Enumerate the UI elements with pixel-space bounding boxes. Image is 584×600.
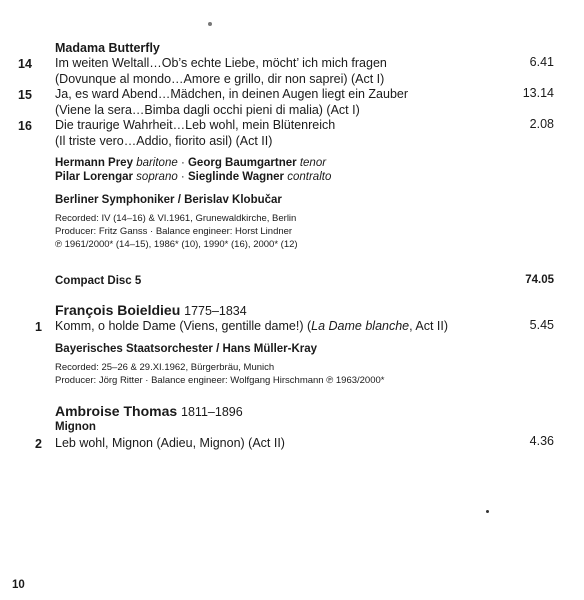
track-number: 14: [18, 57, 32, 71]
print-speck: [486, 510, 489, 513]
recording-credit: ℗ 1961/2000* (14–15), 1986* (10), 1990* (16), 2000* (12): [55, 239, 298, 250]
track-title: Im weiten Weltall…Ob’s echte Liebe, möcht’ ich mich fragen: [55, 56, 387, 70]
singer-name: Hermann Prey: [55, 157, 133, 169]
composer-dates: 1775–1834: [184, 304, 247, 318]
track-title-text: Komm, o holde Dame (Viens, gentille dame!) (: [55, 319, 312, 333]
track-duration: 5.45: [529, 318, 554, 332]
track-number: 16: [18, 119, 32, 133]
composer-dates: 1811–1896: [181, 405, 243, 419]
composer-heading: [55, 302, 247, 318]
disc-label: Compact Disc 5: [55, 275, 142, 287]
composer-name: Ambroise Thomas: [55, 403, 178, 419]
track-title: [55, 319, 448, 333]
track-number: 15: [18, 88, 32, 102]
track-duration: 2.08: [529, 117, 554, 131]
singer-name: Sieglinde Wagner: [187, 171, 285, 183]
voice-type: soprano: [136, 171, 178, 183]
singer-name: Pilar Lorengar: [55, 171, 133, 183]
composer-name: François Boieldieu: [55, 302, 181, 318]
disc-total-duration: 74.05: [525, 274, 554, 286]
separator: ·: [177, 171, 188, 183]
track-title: Leb wohl, Mignon (Adieu, Mignon) (Act II): [55, 436, 285, 450]
orchestra-conductor: Bayerisches Staatsorchester / Hans Müller-Kray: [55, 343, 318, 355]
orchestra-conductor: Berliner Symphoniker / Berislav Klobučar: [55, 194, 282, 206]
track-number: 1: [35, 320, 42, 334]
page-number: 10: [12, 579, 25, 591]
track-title-tail: , Act II): [409, 319, 449, 333]
recording-credit: Recorded: 25–26 & 29.XI.1962, Bürgerbräu, Munich: [55, 362, 275, 373]
voice-type: contralto: [287, 171, 332, 183]
track-title: Ja, es ward Abend…Mädchen, in deinen Augen liegt ein Zauber: [55, 87, 409, 101]
track-subtitle: (Viene la sera…Bimba dagli occhi pieni di malia) (Act I): [55, 103, 360, 117]
singer-name: Georg Baumgartner: [187, 157, 297, 169]
track-title: Die traurige Wahrheit…Leb wohl, mein Blütenreich: [55, 118, 336, 132]
print-speck: [208, 22, 212, 26]
track-duration: 4.36: [529, 434, 554, 448]
track-subtitle: (Il triste vero…Addio, fiorito asil) (Act II): [55, 134, 273, 148]
track-duration: 13.14: [522, 86, 554, 100]
opera-title: Madama Butterfly: [55, 41, 160, 55]
composer-heading: [55, 403, 243, 419]
recording-credit: Producer: Jörg Ritter · Balance engineer: Wolfgang Hirschmann ℗ 1963/2000*: [55, 375, 385, 386]
separator: ·: [177, 157, 188, 169]
track-duration: 6.41: [529, 55, 554, 69]
opera-title: Mignon: [55, 421, 96, 433]
voice-type: tenor: [299, 157, 327, 169]
recording-credit: Recorded: IV (14–16) & VI.1961, Grunewaldkirche, Berlin: [55, 213, 297, 224]
track-subtitle: (Dovunque al mondo…Amore e grillo, dir non saprei) (Act I): [55, 72, 385, 86]
recording-credit: Producer: Fritz Ganss · Balance engineer: Horst Lindner: [55, 226, 293, 237]
cast-line: [55, 171, 331, 183]
track-number: 2: [35, 437, 42, 451]
voice-type: baritone: [136, 157, 178, 169]
opera-name: La Dame blanche: [311, 319, 410, 333]
cast-line: [55, 157, 326, 169]
